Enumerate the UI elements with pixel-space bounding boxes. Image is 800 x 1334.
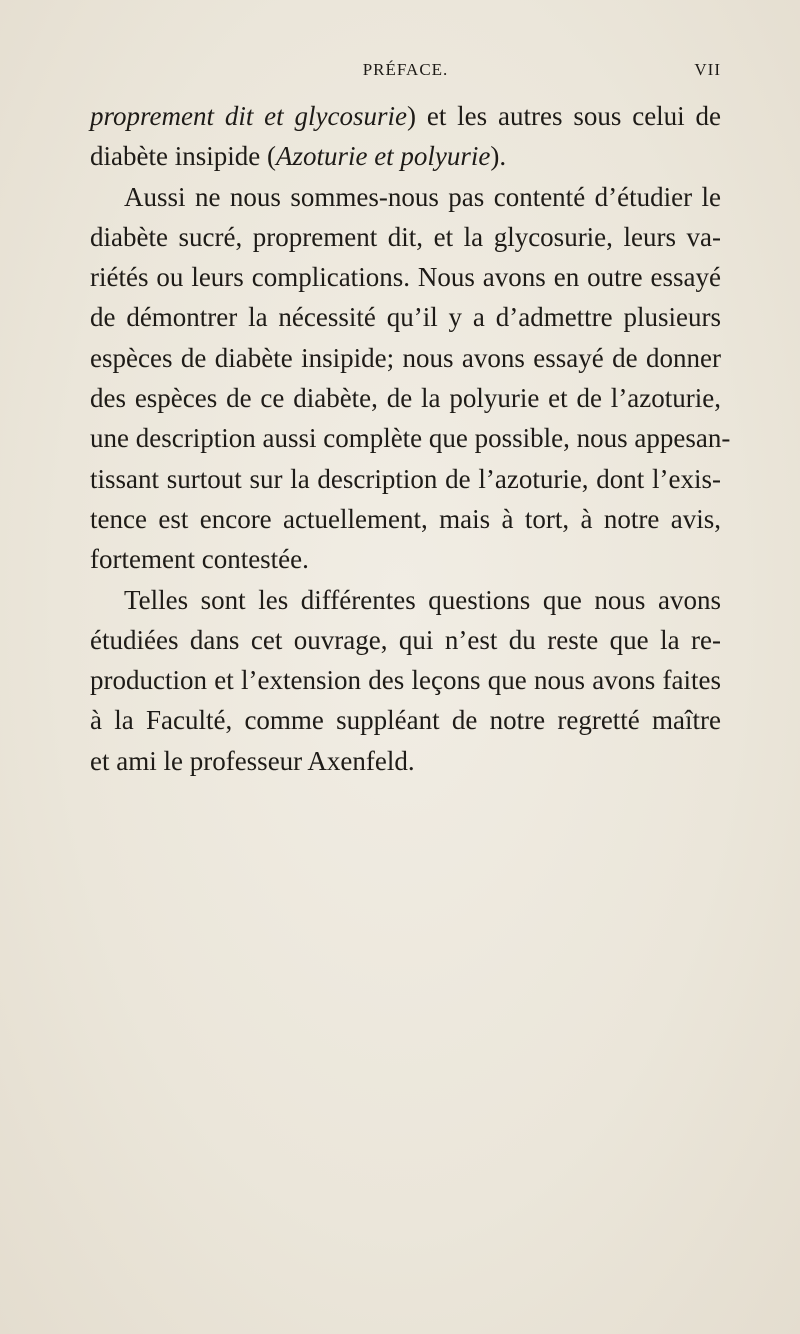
text-line: [90, 217, 721, 257]
paragraph: [90, 96, 721, 177]
text-run: diabète insipide (: [90, 141, 276, 172]
text-run: Telles sont les différentes questions que nous avons: [124, 584, 721, 615]
text-line: [90, 539, 721, 579]
text-run: ) et les autres sous celui de: [407, 101, 722, 131]
text-line: [90, 257, 721, 297]
page-number: VII: [694, 60, 721, 79]
text-run: à la Faculté, comme suppléant de notre regretté maître: [90, 705, 721, 736]
italic-text: Azoturie et polyurie: [275, 141, 491, 172]
text-run: tissant surtout sur la description de l’azoturie, dont l’exis-: [90, 463, 721, 494]
text-run: riétés ou leurs complications. Nous avons en outre essayé: [90, 262, 721, 293]
text-line: [90, 378, 721, 418]
paragraph: [90, 580, 721, 781]
text-line: [90, 96, 721, 136]
text-line: [90, 580, 721, 620]
text-run: espèces de diabète insipide; nous avons essayé de donner: [90, 342, 721, 373]
text-line: [90, 700, 721, 740]
page-header: [90, 54, 721, 84]
body-text: [90, 96, 731, 781]
text-line: [90, 418, 731, 458]
text-run: Aussi ne nous sommes-nous pas contenté d’étudier le: [124, 181, 721, 212]
text-run: et ami le professeur Axenfeld.: [90, 745, 415, 776]
running-head: PRÉFACE.: [362, 60, 449, 79]
text-line: [90, 297, 721, 337]
text-run: ).: [490, 141, 507, 172]
text-line: [90, 620, 721, 660]
text-run: étudiées dans cet ouvrage, qui n’est du reste que la re-: [90, 624, 721, 655]
text-line: [90, 459, 721, 499]
text-run: fortement contestée.: [90, 544, 309, 575]
text-line: [90, 177, 721, 217]
text-run: tence est encore actuellement, mais à tort, à notre avis,: [90, 503, 721, 534]
text-run: des espèces de ce diabète, de la polyurie et de l’azoturie,: [90, 383, 721, 414]
text-run: de démontrer la nécessité qu’il y a d’admettre plusieurs: [90, 302, 721, 333]
text-line: [90, 136, 721, 176]
text-run: diabète sucré, proprement dit, et la glycosurie, leurs va-: [90, 221, 721, 252]
text-line: [90, 338, 721, 378]
text-run: production et l’extension des leçons que nous avons faites: [90, 665, 721, 696]
text-line: [90, 660, 721, 700]
italic-text: proprement dit et glycosurie: [90, 101, 407, 131]
text-run: une description aussi complète que possible, nous appesan-: [90, 423, 731, 454]
paragraph: [90, 177, 731, 580]
text-line: [90, 741, 721, 781]
text-line: [90, 499, 721, 539]
